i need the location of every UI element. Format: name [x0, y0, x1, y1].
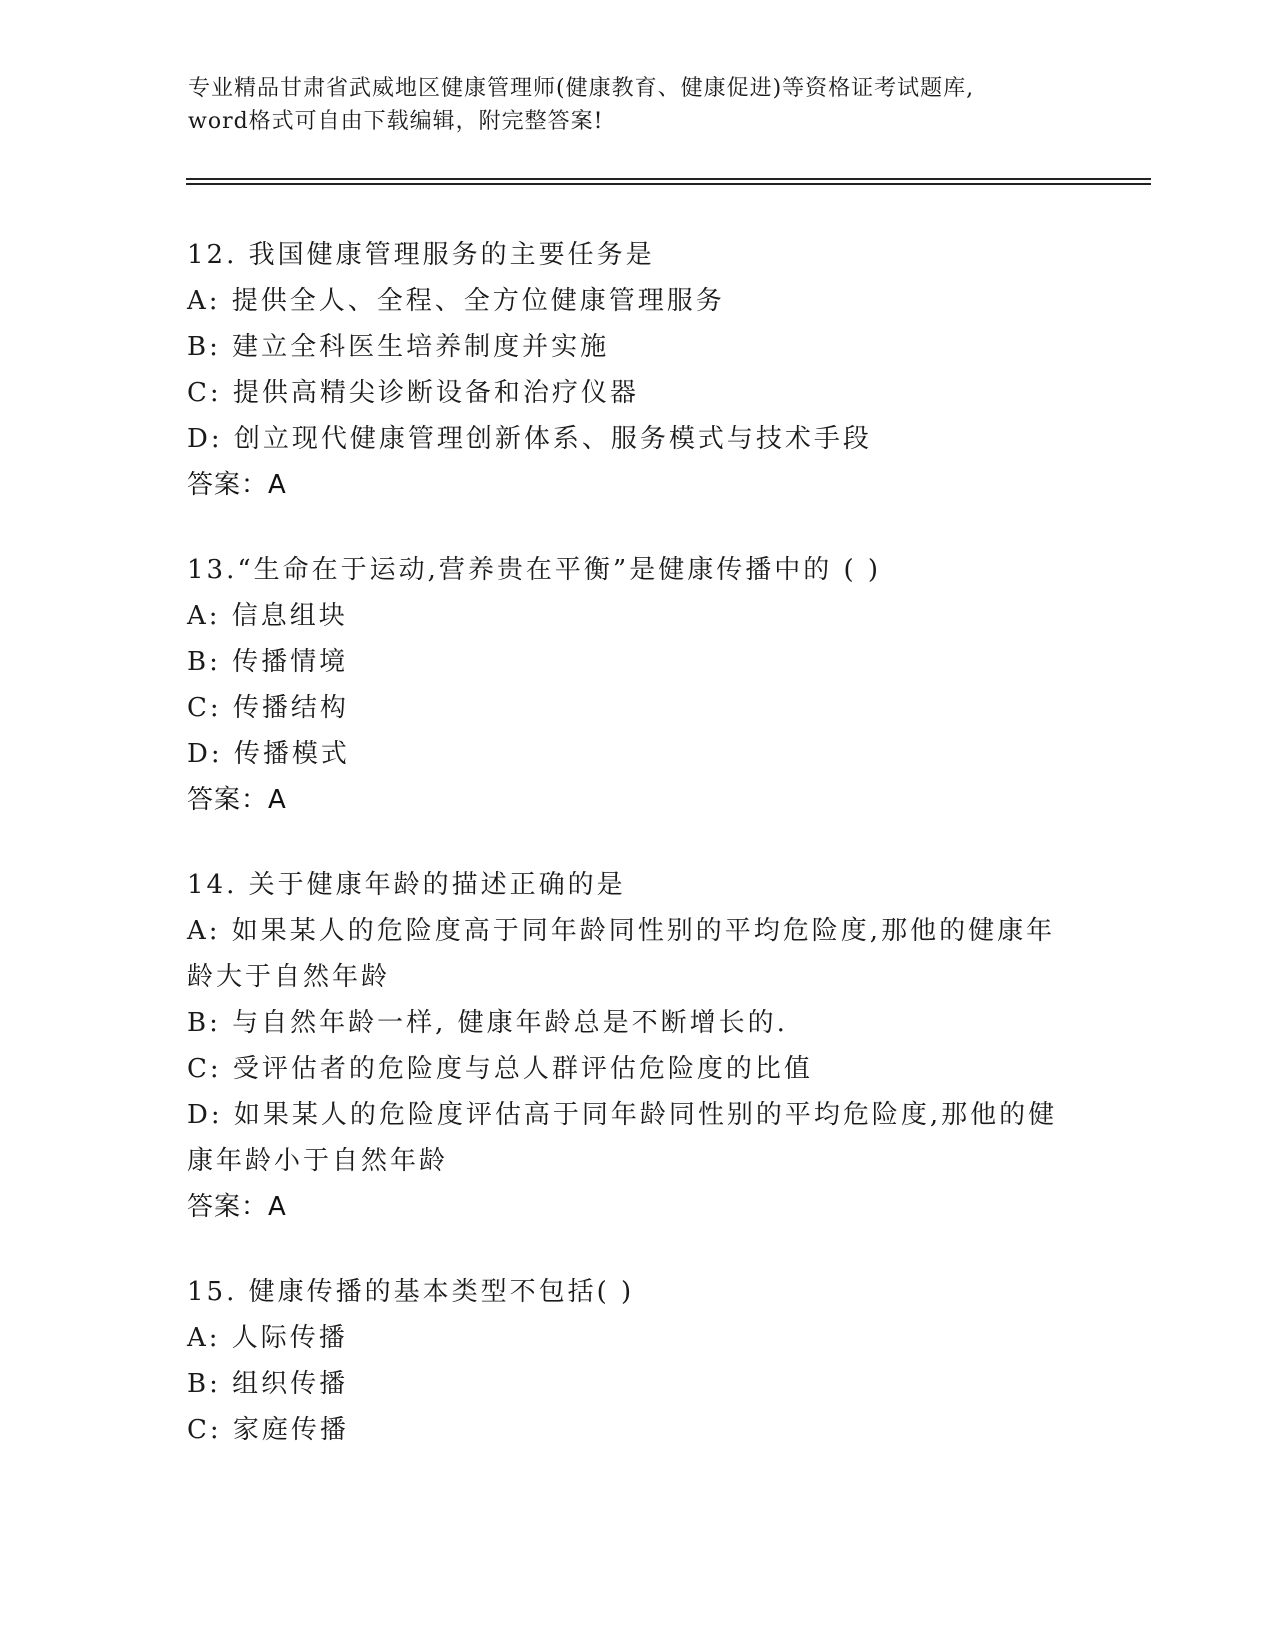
option-b: B: 与自然年龄一样, 健康年龄总是不断增长的.: [187, 1008, 788, 1038]
header-divider-bottom: [186, 183, 1151, 185]
option-c: C: 家庭传播: [187, 1415, 349, 1445]
option-d: D: 传播模式: [187, 739, 350, 769]
question-stem: 15. 健康传播的基本类型不包括( ): [187, 1277, 635, 1307]
question-stem: 13.“生命在于运动,营养贵在平衡”是健康传播中的 ( ): [187, 555, 882, 585]
option-b: B: 建立全科医生培养制度并实施: [187, 332, 610, 362]
question-stem: 12. 我国健康管理服务的主要任务是: [187, 240, 655, 270]
option-b: B: 组织传播: [187, 1369, 349, 1399]
answer-line: 答案：A: [187, 1192, 287, 1222]
option-c: C: 提供高精尖诊断设备和治疗仪器: [187, 378, 639, 408]
question-list: [187, 232, 1087, 1492]
header-line-1: 专业精品甘肃省武威地区健康管理师(健康教育、健康促进)等资格证考试题库,: [188, 76, 975, 101]
question-stem: 14. 关于健康年龄的描述正确的是: [187, 870, 626, 900]
option-c: C: 传播结构: [187, 693, 349, 723]
question-13: [187, 547, 1087, 823]
question-14: [187, 862, 1087, 1230]
option-a: A: 人际传播: [187, 1323, 348, 1353]
question-12: [187, 232, 1087, 508]
option-a: A: 提供全人、全程、全方位健康管理服务: [187, 286, 725, 316]
question-15: [187, 1269, 1087, 1453]
option-c: C: 受评估者的危险度与总人群评估危险度的比值: [187, 1054, 813, 1084]
answer-line: 答案：A: [187, 785, 287, 815]
header-divider-top: [186, 178, 1151, 180]
document-header: [188, 72, 1088, 138]
option-a: A: 信息组块: [187, 601, 348, 631]
option-a: A: 如果某人的危险度高于同年龄同性别的平均危险度,那他的健康年龄大于自然年龄: [187, 916, 1056, 992]
option-d: D: 如果某人的危险度评估高于同年龄同性别的平均危险度,那他的健康年龄小于自然年龄: [187, 1100, 1058, 1176]
option-b: B: 传播情境: [187, 647, 349, 677]
option-d: D: 创立现代健康管理创新体系、服务模式与技术手段: [187, 424, 872, 454]
header-line-2: word格式可自由下载编辑，附完整答案!: [188, 109, 604, 134]
answer-line: 答案：A: [187, 470, 287, 500]
